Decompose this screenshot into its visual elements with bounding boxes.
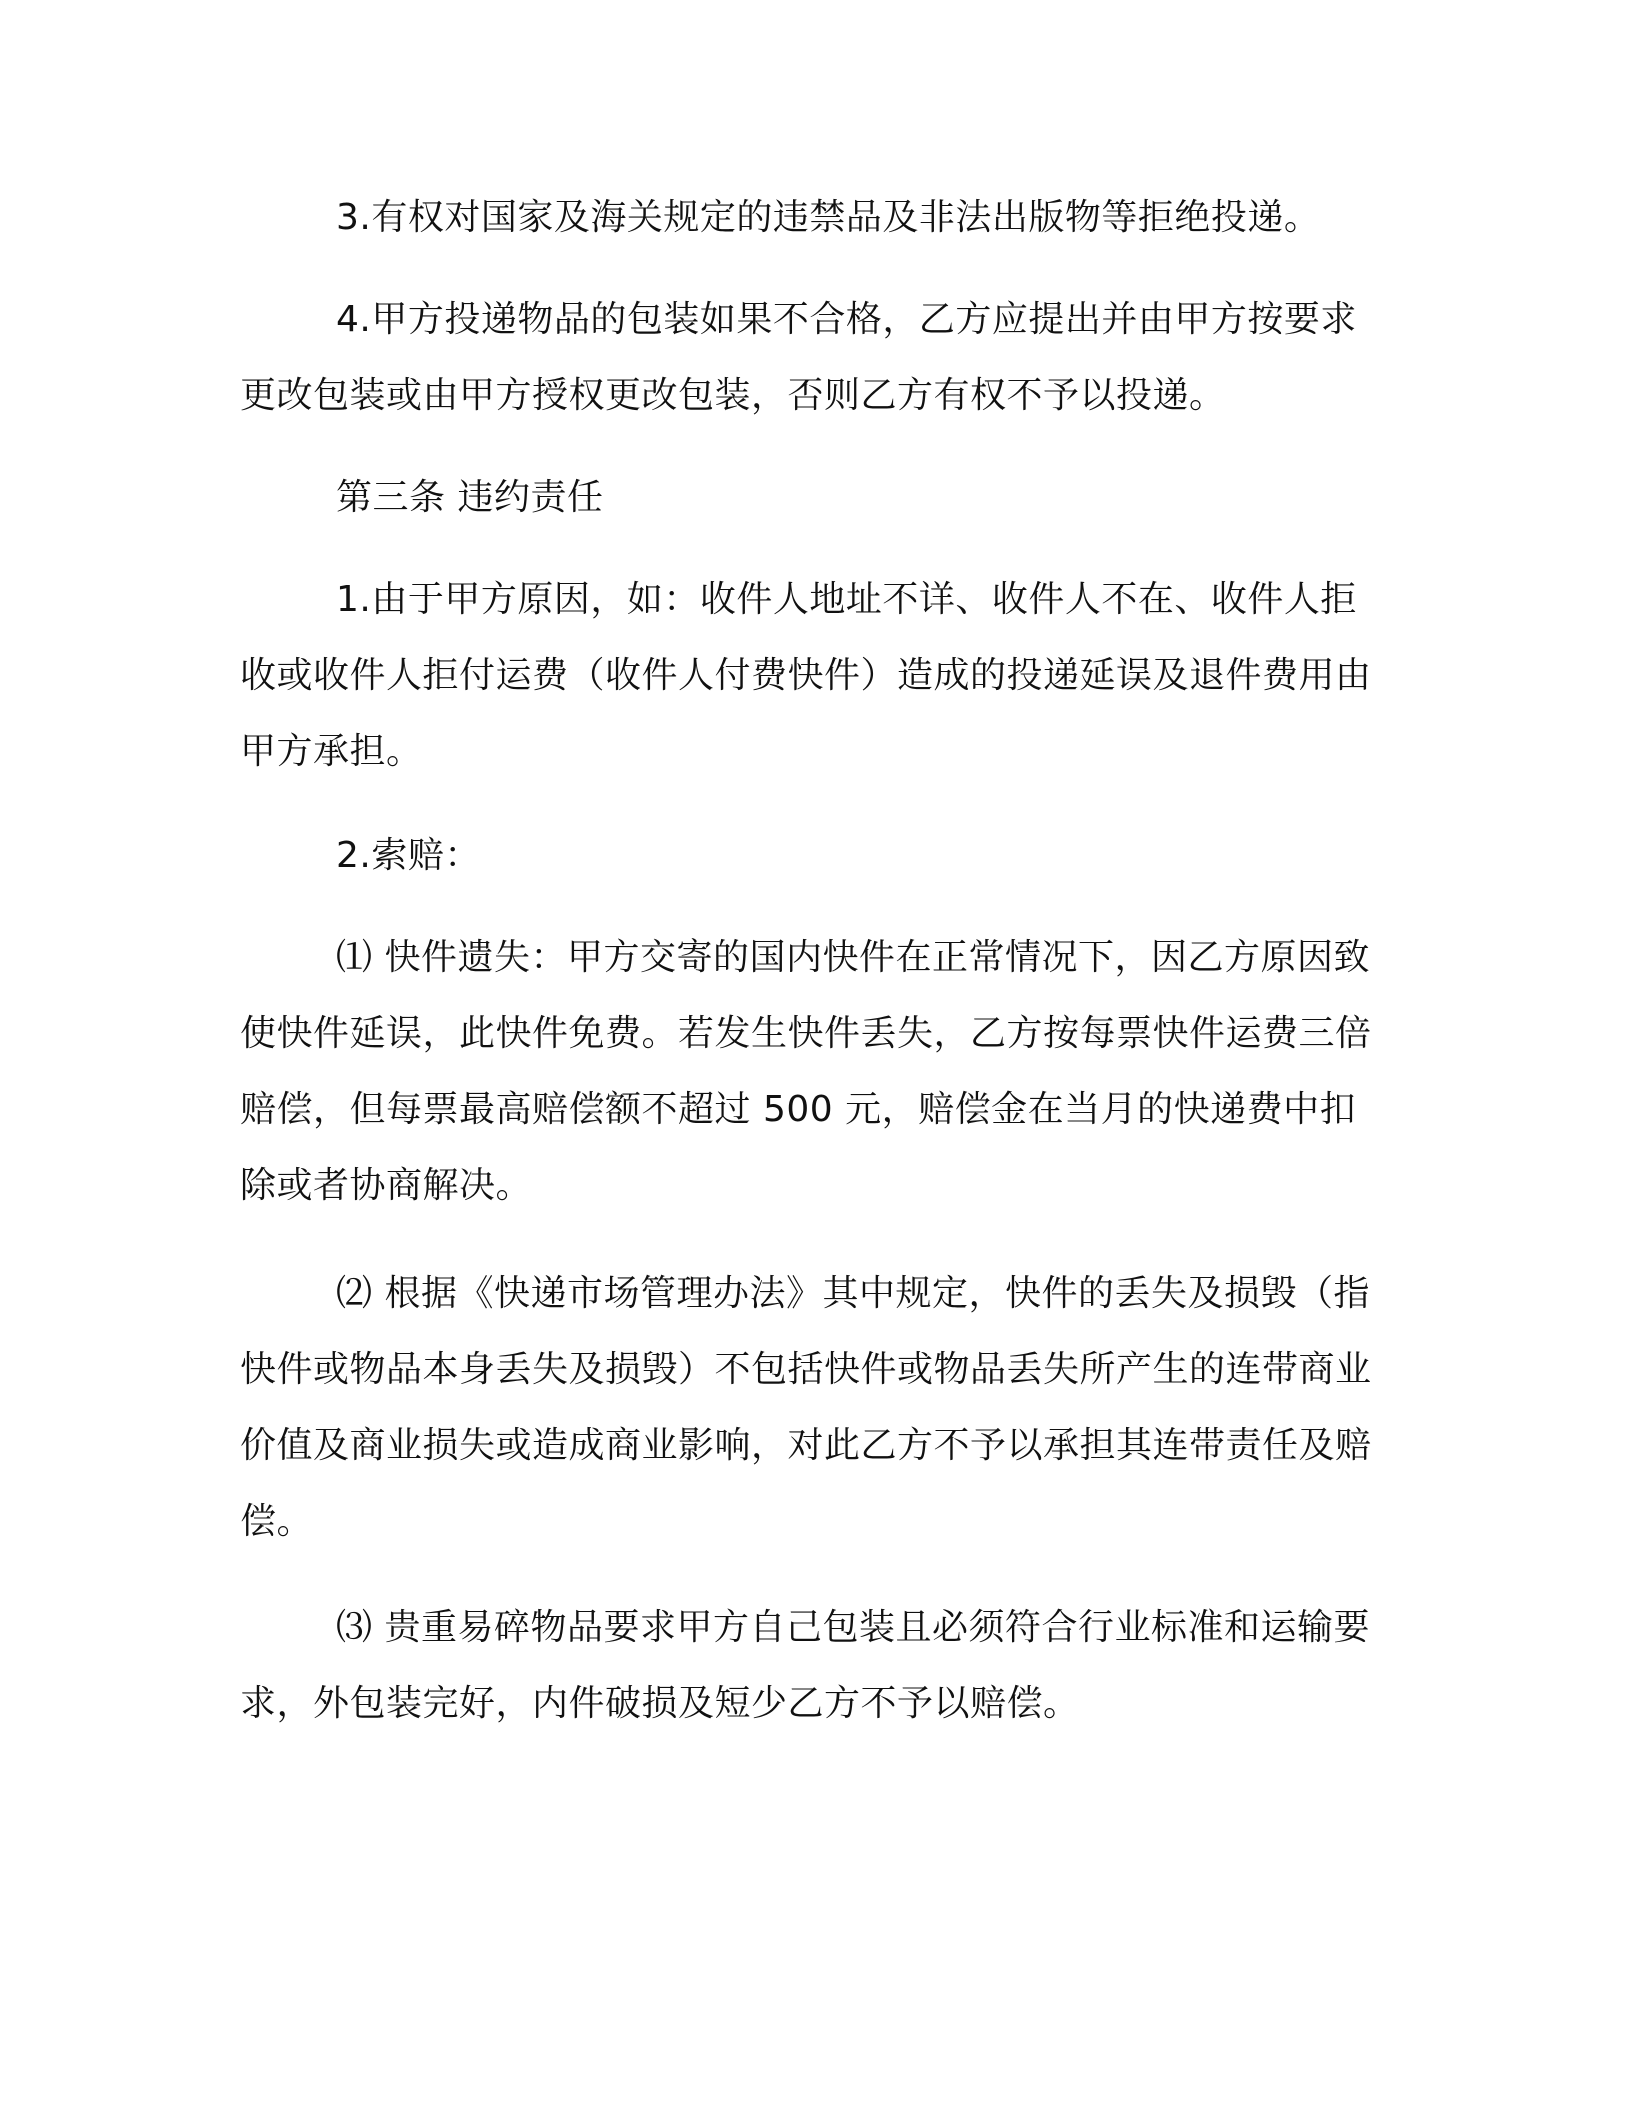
paragraph-claim-regulation: ⑵ 根据《快递市场管理办法》其中规定，快件的丢失及损毁（指快件或物品本身丢失及损毁）不包括快件或物品丢失所产生的连带商业价值及商业损失或造成商业影响，对此乙方不予以承担其连带责任及赔偿。 xyxy=(240,1273,1372,1542)
paragraph-claims: 2.索赔： xyxy=(336,835,481,876)
paragraph-item-3: 3.有权对国家及海关规定的违禁品及非法出版物等拒绝投递。 xyxy=(336,197,1321,238)
paragraph-claim-lost: ⑴ 快件遗失：甲方交寄的国内快件在正常情况下，因乙方原因致使快件延误，此快件免费。若发生快件丢失，乙方按每票快件运费三倍赔偿，但每票最高赔偿额不超过 500 元，赔偿金在当月的快递费中扣除或者协商解决。 xyxy=(240,937,1372,1206)
paragraph-claim-fragile: ⑶ 贵重易碎物品要求甲方自己包装且必须符合行业标准和运输要求，外包装完好，内件破损及短少乙方不予以赔偿。 xyxy=(240,1607,1370,1724)
paragraph-item-4: 4.甲方投递物品的包装如果不合格，乙方应提出并由甲方按要求更改包装或由甲方授权更改包装，否则乙方有权不予以投递。 xyxy=(240,299,1357,416)
paragraph-breach-1: 1.由于甲方原因，如：收件人地址不详、收件人不在、收件人拒收或收件人拒付运费（收件人付费快件）造成的投递延误及退件费用由甲方承担。 xyxy=(240,579,1372,772)
section-heading: 第三条 违约责任 xyxy=(336,477,604,518)
